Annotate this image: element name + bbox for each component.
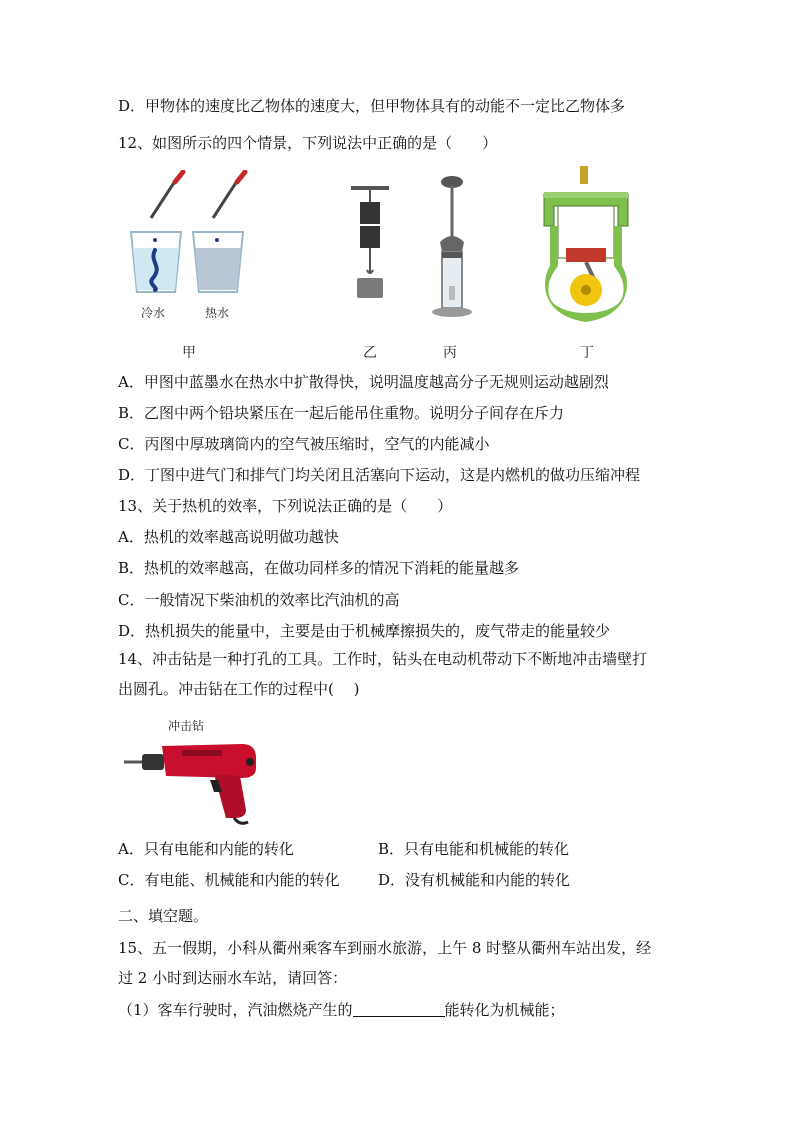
piston-icon	[566, 248, 606, 262]
figure-jia-beakers	[125, 170, 255, 325]
q14-option-d: D．没有机械能和内能的转化	[378, 871, 571, 889]
dropper-left-icon	[151, 172, 183, 218]
beaker-cold-water-icon	[131, 232, 181, 292]
q15-s1-prefix: （1）客车行驶时，汽油燃烧产生的	[118, 1001, 353, 1019]
drill-chuck-icon	[142, 754, 164, 770]
beaker-hot-water-icon	[193, 232, 243, 292]
ceiling-bar-icon	[351, 186, 389, 190]
q14-stem-line2: 出圆孔。冲击钻在工作的过程中( )	[118, 680, 360, 698]
figure-yi-lead-blocks	[345, 182, 395, 307]
q14-stem-line1: 14、冲击钻是一种打孔的工具。工作时，钻头在电动机带动下不断地冲击墙壁打	[118, 650, 648, 668]
q15-stem-line1: 15、五一假期，小科从衢州乘客车到丽水旅游，上午 8 时整从衢州车站出发，经	[118, 939, 652, 957]
figure-label-jia: 甲	[182, 345, 196, 361]
q12-option-d: D．丁图中进气门和排气门均关闭且活塞向下运动，这是内燃机的做功压缩冲程	[118, 466, 641, 484]
figure-label-bing: 丙	[443, 345, 457, 361]
q12-stem: 12、如图所示的四个情景，下列说法中正确的是（ ）	[118, 134, 498, 152]
figure-label-yi: 乙	[363, 345, 377, 361]
figure-ding-engine	[540, 166, 632, 324]
hot-water-caption: 热水	[205, 306, 230, 320]
q15-s1-suffix: 能转化为机械能；	[444, 1001, 565, 1019]
q13-stem: 13、关于热机的效率，下列说法正确的是（ ）	[118, 497, 453, 515]
spark-plug-icon	[580, 166, 588, 184]
answer-blank[interactable]	[353, 1002, 445, 1017]
q12-option-a: A．甲图中蓝墨水在热水中扩散得快，说明温度越高分子无规则运动越剧烈	[118, 373, 609, 391]
figure-bing-glass-tube	[430, 172, 475, 322]
section-fill-in-heading: 二、填空题。	[118, 907, 209, 925]
q13-option-c: C．一般情况下柴油机的效率比汽油机的高	[118, 591, 400, 609]
figure-label-ding: 丁	[580, 345, 594, 361]
q13-option-b: B．热机的效率越高，在做功同样多的情况下消耗的能量越多	[118, 559, 520, 577]
drill-handle-icon	[214, 774, 246, 818]
q14-option-b: B．只有电能和机械能的转化	[378, 840, 570, 858]
q11-option-d: D．甲物体的速度比乙物体的速度大，但甲物体具有的动能不一定比乙物体多	[118, 97, 626, 115]
q15-stem-line2: 过 2 小时到达丽水车站，请回答：	[118, 969, 348, 987]
dropper-right-icon	[213, 172, 245, 218]
cold-water-caption: 冷水	[141, 306, 166, 320]
impact-drill-icon	[122, 736, 272, 826]
drill-caption: 冲击钻	[168, 719, 205, 733]
tube-base-icon	[432, 307, 472, 317]
q13-option-a: A．热机的效率越高说明做功越快	[118, 528, 339, 546]
q13-option-d: D．热机损失的能量中，主要是由于机械摩擦损失的，废气带走的能量较少	[118, 622, 611, 640]
q15-subquestion-1	[118, 1000, 565, 1020]
lead-block-top-icon	[360, 202, 380, 224]
q14-option-c: C．有电能、机械能和内能的转化	[118, 871, 340, 889]
weight-icon	[357, 278, 383, 298]
lead-block-bottom-icon	[360, 226, 380, 248]
q12-option-c: C．丙图中厚玻璃筒内的空气被压缩时，空气的内能减小	[118, 435, 490, 453]
q12-option-b: B．乙图中两个铅块紧压在一起后能吊住重物。说明分子间存在斥力	[118, 404, 565, 422]
q14-option-a: A．只有电能和内能的转化	[118, 840, 294, 858]
